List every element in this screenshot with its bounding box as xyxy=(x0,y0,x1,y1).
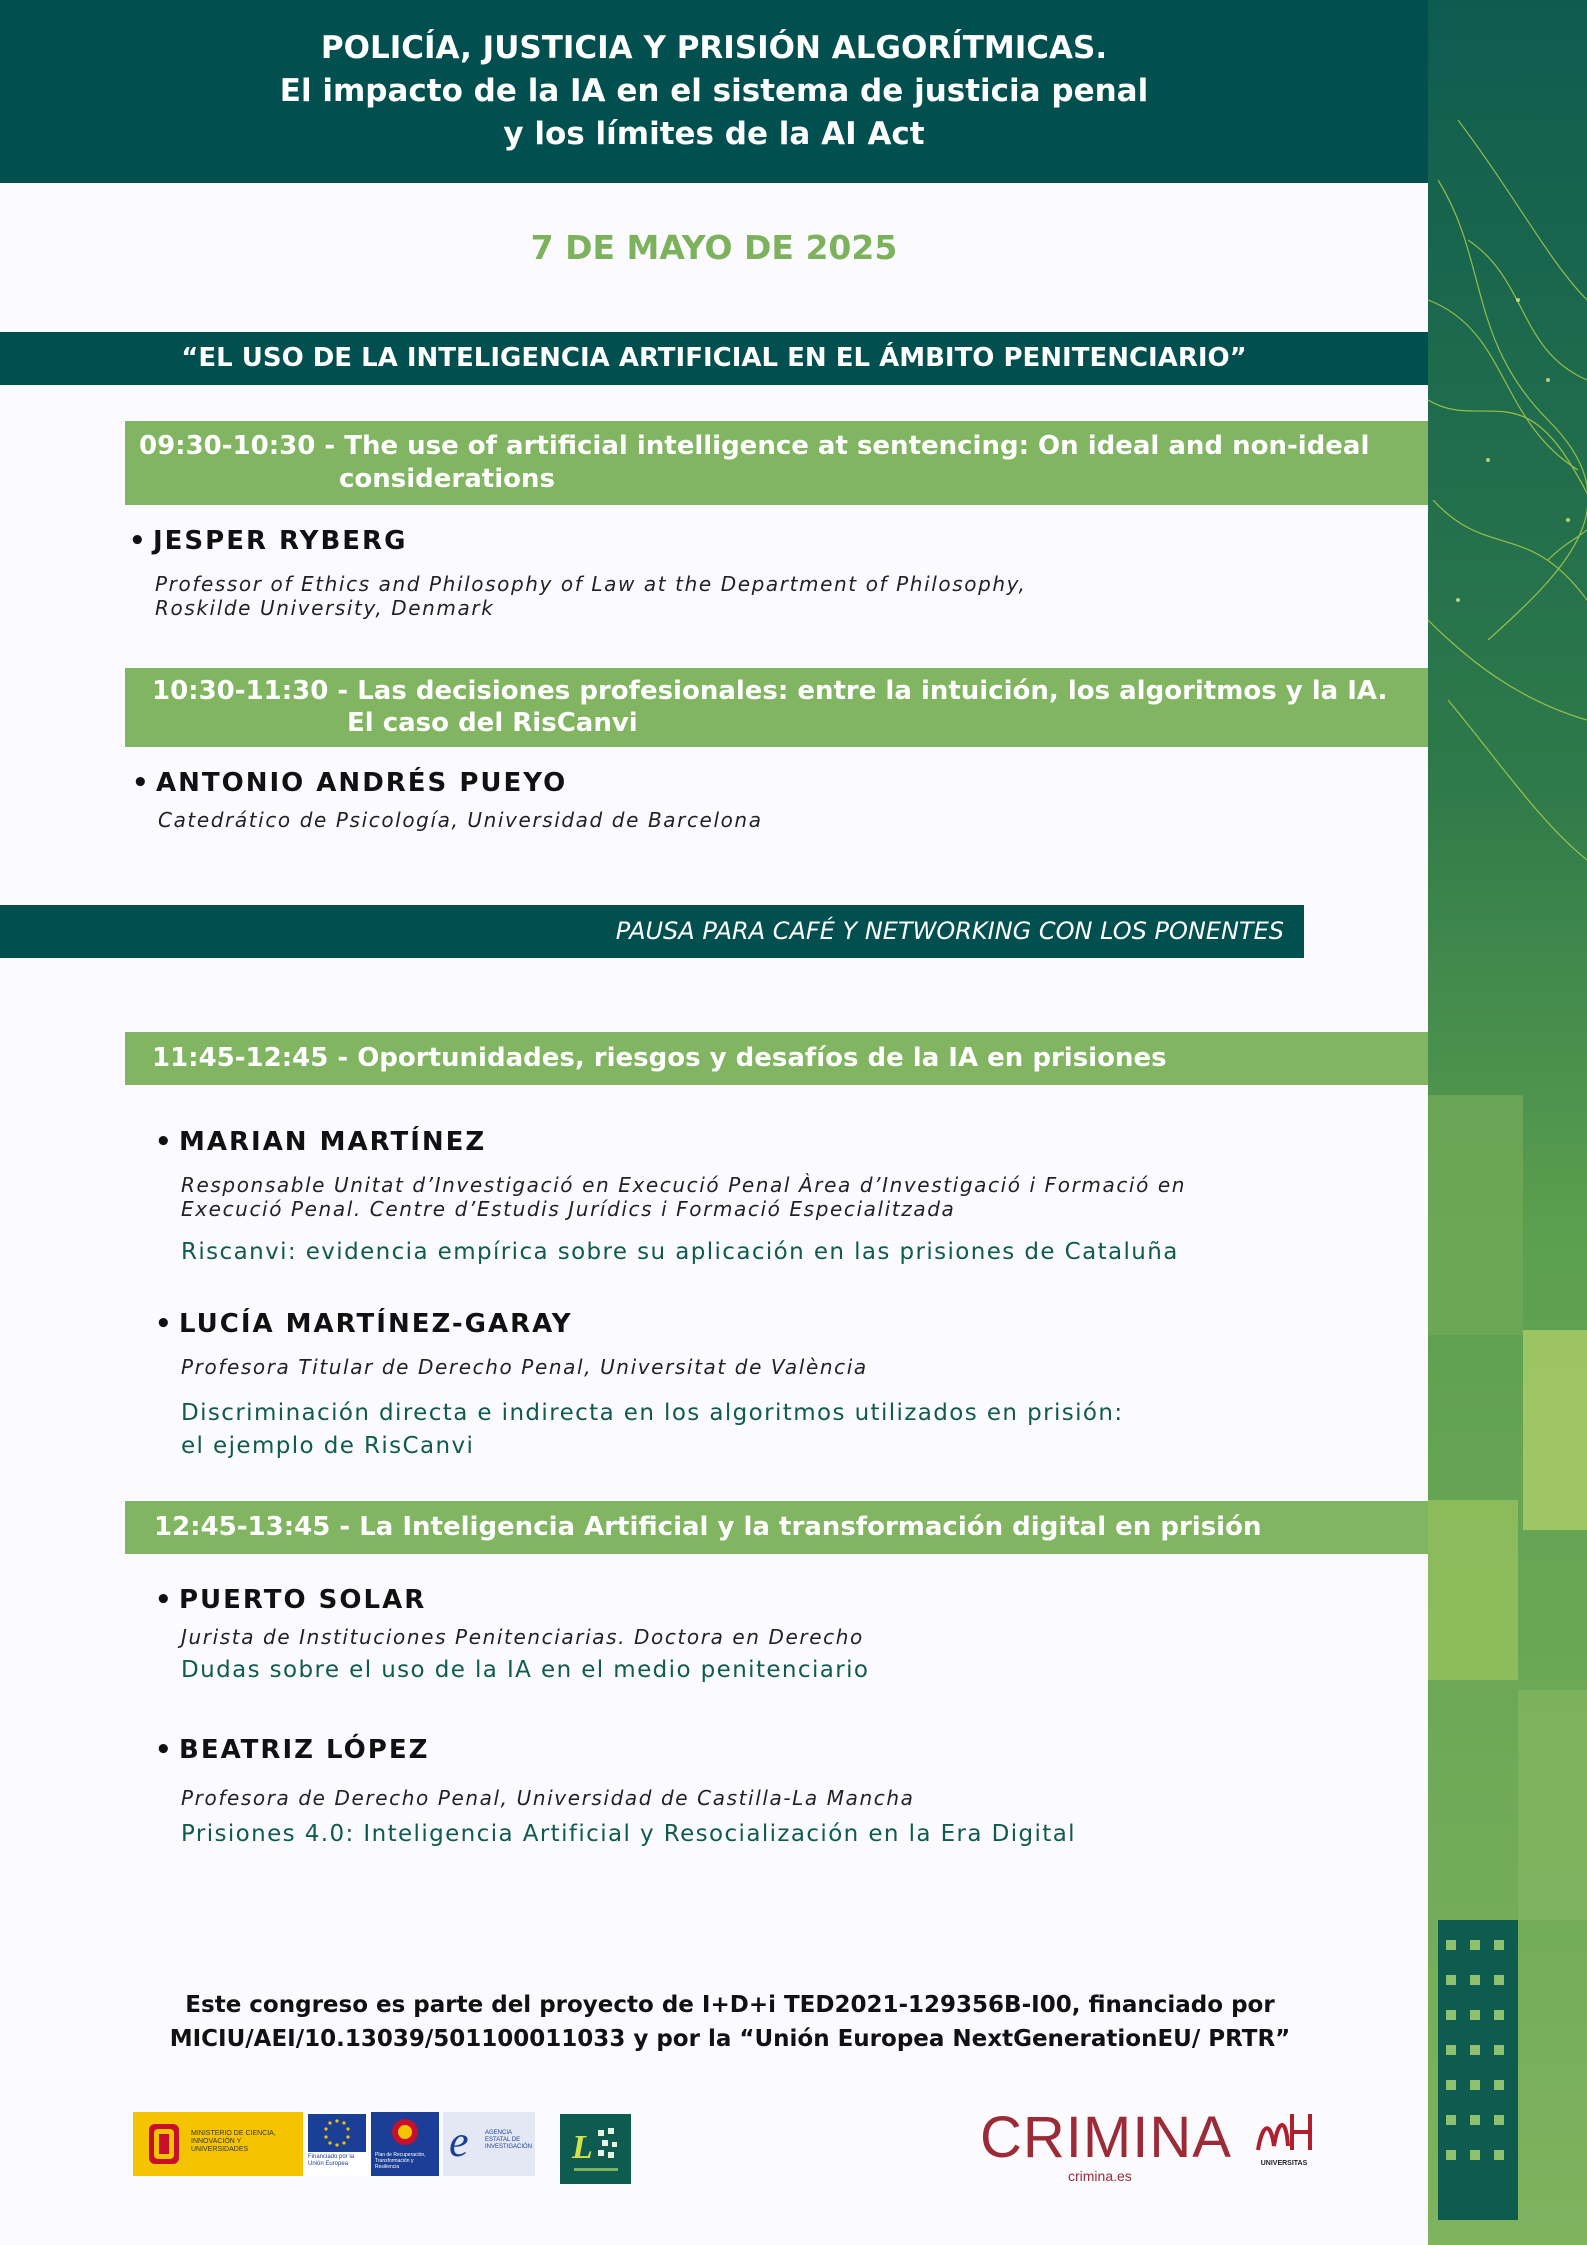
event-date: 7 DE MAYO DE 2025 xyxy=(530,228,898,267)
header-title-line-2: El impacto de la IA en el sistema de justicia penal xyxy=(279,73,1149,109)
speaker-name: • PUERTO SOLAR xyxy=(179,1585,426,1615)
coffee-break-label: PAUSA PARA CAFÉ Y NETWORKING CON LOS PONENTES xyxy=(615,917,1284,945)
speaker-name: • LUCÍA MARTÍNEZ-GARAY xyxy=(179,1309,573,1339)
speaker-name: • ANTONIO ANDRÉS PUEYO xyxy=(156,768,567,798)
session-2-title-line-2: El caso del RisCanvi xyxy=(347,708,638,738)
recovery-plan-text: Plan de Recuperación, Transformación y Resiliencia xyxy=(375,2152,426,2170)
header-title-line-3: y los límites de la AI Act xyxy=(503,116,925,152)
crimina-logo-text: CRIMINA xyxy=(980,2105,1232,2170)
speaker-role-line-2: Roskilde University, Denmark xyxy=(155,596,495,620)
ministry-logo xyxy=(133,2112,303,2176)
header-banner xyxy=(0,0,1428,183)
session-2-header xyxy=(125,668,1428,747)
speaker-role: Profesora Titular de Derecho Penal, Universitat de València xyxy=(181,1355,868,1379)
session-1-title-line-1: 09:30-10:30 - The use of artificial intelligence at sentencing: On ideal and non-ideal xyxy=(139,431,1370,461)
session-4-title: 12:45-13:45 - La Inteligencia Artificial y la transformación digital en prisión xyxy=(154,1512,1262,1542)
talk-title-line-2: el ejemplo de RisCanvi xyxy=(181,1433,475,1459)
speaker-role-line-1: Responsable Unitat d’Investigació en Execució Penal Àrea d’Investigació i Formació en xyxy=(181,1173,1187,1197)
speaker-role xyxy=(155,572,1027,620)
session-3-title: 11:45-12:45 - Oportunidades, riesgos y desafíos de la IA en prisiones xyxy=(152,1043,1167,1073)
speaker-name: • MARIAN MARTÍNEZ xyxy=(179,1127,486,1157)
spain-coat-of-arms-icon xyxy=(139,2114,189,2174)
recovery-plan-icon xyxy=(371,2112,439,2152)
aei-logo xyxy=(443,2112,535,2176)
session-1-header xyxy=(125,421,1428,505)
talk-title-line-1: Discriminación directa e indirecta en los algoritmos utilizados en prisión: xyxy=(181,1400,1124,1426)
svg-text:L: L xyxy=(572,2129,593,2166)
speaker-name: • JESPER RYBERG xyxy=(153,526,407,556)
project-logo-icon xyxy=(560,2114,631,2184)
crimina-url: crimina.es xyxy=(1068,2168,1132,2184)
talk-title xyxy=(181,1397,1124,1463)
speaker-role: Profesora de Derecho Penal, Universidad de Castilla-La Mancha xyxy=(181,1786,915,1810)
session-2-title-line-1: 10:30-11:30 - Las decisiones profesionales: entre la intuición, los algoritmos y la IA. xyxy=(152,676,1388,706)
funding-note xyxy=(0,1988,1460,2056)
speaker-role: Catedrático de Psicología, Universidad de Barcelona xyxy=(158,808,763,832)
header-title-line-1: POLICÍA, JUSTICIA Y PRISIÓN ALGORÍTMICAS. xyxy=(320,30,1108,66)
talk-title: Prisiones 4.0: Inteligencia Artificial y Resocialización en la Era Digital xyxy=(181,1821,1076,1847)
speaker-name: • BEATRIZ LÓPEZ xyxy=(179,1735,429,1765)
funding-line-2: MICIU/AEI/10.13039/501100011033 y por la “Unión Europea NextGenerationEU/ PRTR” xyxy=(169,2026,1291,2052)
recovery-plan-logo xyxy=(371,2112,439,2176)
speaker-role xyxy=(181,1173,1186,1221)
umh-logo-mark-icon xyxy=(1252,2106,1316,2158)
speaker-role: Jurista de Instituciones Penitenciarias. Doctora en Derecho xyxy=(181,1625,864,1649)
speaker-role-line-2: Execució Penal. Centre d’Estudis Jurídics i Formació Especialitzada xyxy=(181,1197,956,1221)
ministry-logo-text: MINISTERIO DE CIENCIA, INNOVACIÓN Y UNIVERSIDADES xyxy=(191,2130,276,2153)
crimina-logo xyxy=(980,2104,1230,2184)
decorative-side-panel xyxy=(1428,0,1587,2245)
session-4-header xyxy=(125,1501,1428,1554)
talk-title: Dudas sobre el uso de la IA en el medio penitenciario xyxy=(181,1657,870,1683)
talk-title: Riscanvi: evidencia empírica sobre su aplicación en las prisiones de Cataluña xyxy=(181,1239,1179,1265)
eu-flag-icon xyxy=(308,2114,366,2152)
coffee-break-band xyxy=(0,905,1304,958)
eu-logo-text: Financiado por la Unión Europea xyxy=(308,2154,355,2167)
aei-logo-mark-icon: e xyxy=(449,2117,469,2166)
project-logo xyxy=(560,2114,631,2184)
session-3-header xyxy=(125,1032,1428,1085)
umh-logo xyxy=(1252,2106,1316,2182)
session-1-title-line-2: considerations xyxy=(339,464,555,494)
funding-line-1: Este congreso es parte del proyecto de I+D+i TED2021-129356B-I00, financiado por xyxy=(185,1992,1275,2018)
section-title-band xyxy=(0,332,1428,385)
section-title: “EL USO DE LA INTELIGENCIA ARTIFICIAL EN EL ÁMBITO PENITENCIARIO” xyxy=(181,343,1247,373)
speaker-role-line-1: Professor of Ethics and Philosophy of Law at the Department of Philosophy, xyxy=(155,572,1027,596)
umh-logo-text: UNIVERSITAS xyxy=(1260,2160,1308,2167)
eu-logo xyxy=(306,2112,368,2176)
aei-logo-text: AGENCIA ESTATAL DE INVESTIGACIÓN xyxy=(485,2130,533,2150)
